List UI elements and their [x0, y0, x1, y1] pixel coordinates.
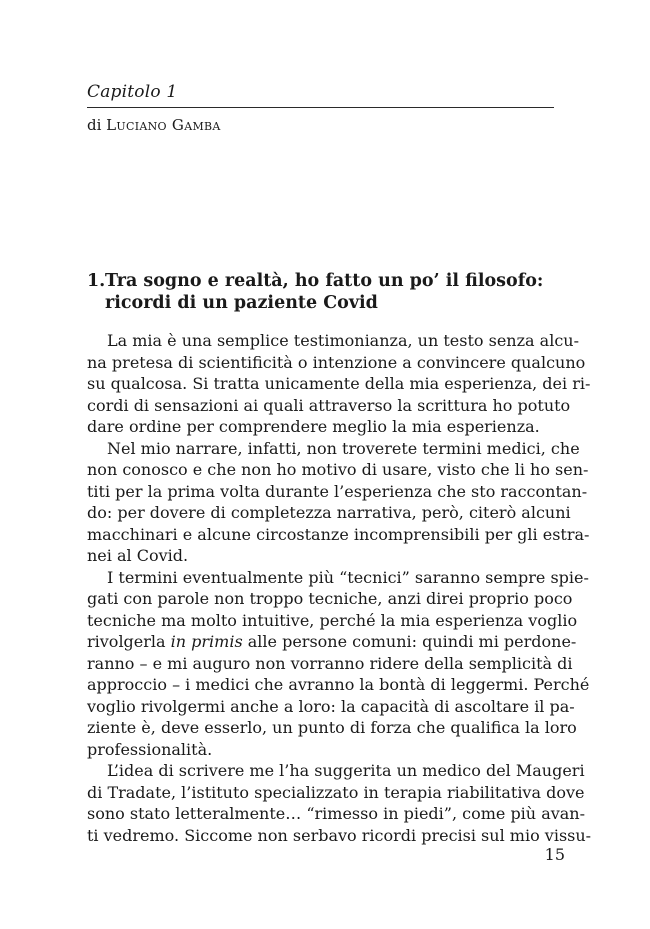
body-line: non conosco e che non ho motivo di usare, visto che li ho sen-	[87, 460, 589, 479]
body-line: tecniche ma molto intuitive, perché la mia esperienza voglio	[87, 610, 578, 630]
chapter-label: Capitolo 1	[87, 82, 178, 102]
body-line: L’idea di scrivere me l’ha suggerita un medico del Maugeri	[107, 761, 585, 780]
body-line: do: per dovere di completezza narrativa, però, citerò alcuni	[87, 503, 571, 522]
body-line: macchinari e alcune circostanze incomprensibili per gli estra-	[87, 524, 590, 544]
body-line: ziente è, deve esserlo, un punto di forza che qualifica la loro	[87, 718, 577, 737]
author-byline	[87, 116, 221, 134]
body-line: approccio – i medici che avranno la bontà di leggermi. Perché	[87, 675, 590, 694]
header-rule	[87, 107, 554, 108]
section-title-line1: Tra sogno e realtà, ho fatto un po’ il filosofo:	[105, 271, 544, 291]
body-line: rivolgerla in primis alle persone comuni: quindi mi perdone-	[87, 632, 577, 651]
body-line: La mia è una semplice testimonianza, un testo senza alcu-	[107, 331, 579, 350]
body-line: na pretesa di scientificità o intenzione a convincere qualcuno	[87, 352, 586, 372]
body-line: professionalità.	[87, 739, 213, 759]
section-number: 1.	[87, 271, 106, 291]
body-text	[87, 330, 592, 846]
italic-phrase: in primis	[170, 632, 243, 651]
body-line: cordi di sensazioni ai quali attraverso la scrittura ho potuto	[87, 395, 571, 415]
body-line: I termini eventualmente più “tecnici” saranno sempre spie-	[107, 567, 589, 587]
page-number: 15	[544, 845, 565, 864]
body-line: su qualcosa. Si tratta unicamente della mia esperienza, dei ri-	[87, 374, 591, 393]
body-line: titi per la prima volta durante l’esperienza che sto raccontan-	[87, 481, 588, 501]
body-line: sono stato letteralmente… “rimesso in piedi”, come più avan-	[87, 804, 586, 823]
body-line: nei al Covid.	[87, 546, 189, 565]
body-line: voglio rivolgermi anche a loro: la capacità di ascoltare il pa-	[87, 696, 575, 716]
body-line: di Tradate, l’istituto specializzato in terapia riabilitativa dove	[87, 782, 585, 802]
body-line: gati con parole non troppo tecniche, anzi direi proprio poco	[87, 589, 573, 608]
body-line: ti vedremo. Siccome non serbavo ricordi precisi sul mio vissu-	[87, 825, 592, 845]
author-name: Luciano Gamba	[106, 116, 221, 134]
section-heading	[87, 270, 557, 314]
byline-prefix: di	[87, 116, 107, 134]
body-line: Nel mio narrare, infatti, non troverete termini medici, che	[107, 438, 580, 458]
body-line: ranno – e mi auguro non vorranno ridere della semplicità di	[87, 653, 573, 673]
body-line: dare ordine per comprendere meglio la mia esperienza.	[87, 417, 540, 436]
section-title-line2: ricordi di un paziente Covid	[105, 293, 378, 313]
